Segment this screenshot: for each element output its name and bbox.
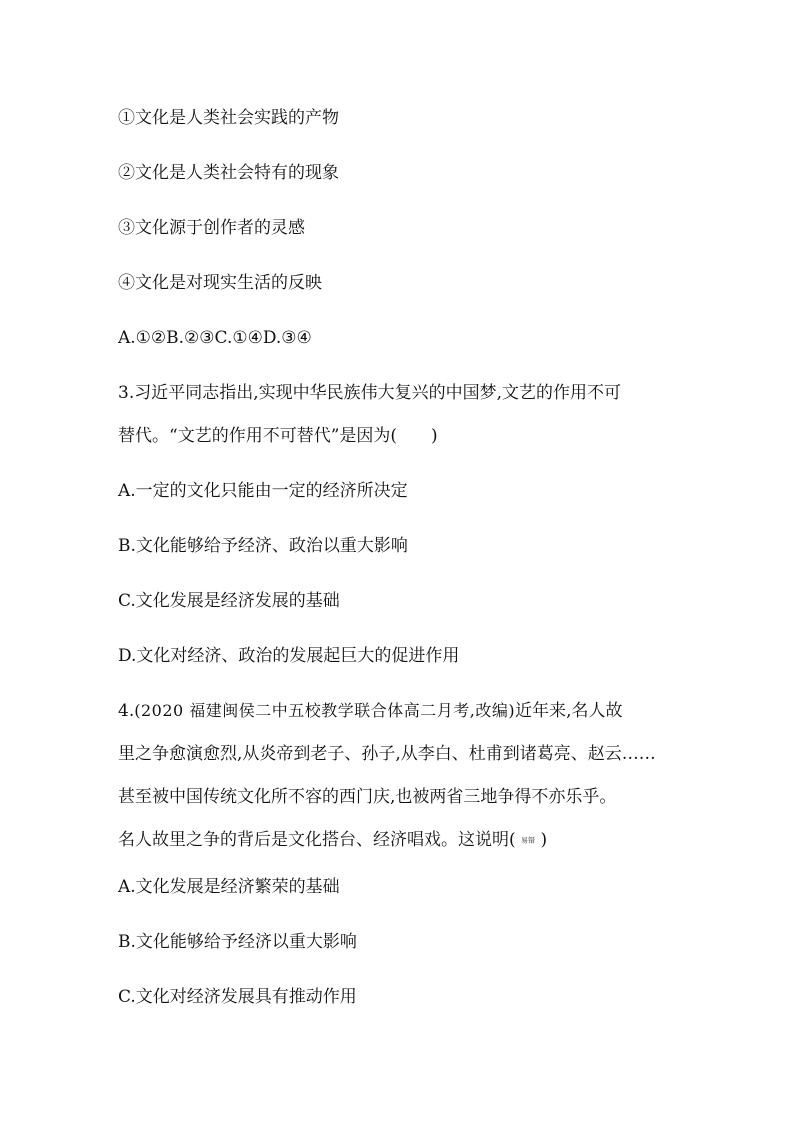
q4-stem-line-3: 甚至被中国传统文化所不容的西门庆,也被两省三地争得不亦乐乎。 [118, 787, 617, 807]
q4-stem-line-1 [118, 700, 623, 722]
q2-item-1: ①文化是人类社会实践的产物 [118, 108, 339, 128]
q4-stem-line-4-close: ) [540, 830, 548, 850]
q3-option-b: B.文化能够给予经济、政治以重大影响 [118, 536, 408, 556]
q4-option-b: B.文化能够给予经济以重大影响 [118, 932, 357, 952]
q4-stem-line-4 [118, 829, 547, 852]
q2-item-2: ②文化是人类社会特有的现象 [118, 163, 339, 183]
q3-option-c: C.文化发展是经济发展的基础 [118, 591, 340, 611]
q4-option-c: C.文化对经济发展具有推动作用 [118, 987, 357, 1007]
q3-stem-line-1: 3.习近平同志指出,实现中华民族伟大复兴的中国梦,文艺的作用不可 [118, 383, 622, 403]
q3-option-a: A.一定的文化只能由一定的经济所决定 [118, 481, 408, 501]
q4-option-a: A.文化发展是经济繁荣的基础 [118, 877, 340, 897]
q2-item-3: ③文化源于创作者的灵感 [118, 218, 305, 238]
q3-option-d: D.文化对经济、政治的发展起巨大的促进作用 [118, 646, 460, 666]
q4-stem-line-4-main: 名人故里之争的背后是文化搭台、经济唱戏。这说明( [118, 830, 516, 850]
q4-stem-line-2: 里之争愈演愈烈,从炎帝到老子、孙子,从李白、杜甫到诸葛亮、赵云…… [118, 744, 656, 764]
q3-stem-line-2: 替代。“文艺的作用不可替代”是因为( ) [118, 426, 438, 446]
difficulty-mark: 易错 [521, 836, 536, 845]
q4-number: 4. [118, 701, 135, 721]
q2-options: A.①②B.②③C.①④D.③④ [118, 328, 312, 348]
q4-source: (2020 福建闽侯二中五校教学联合体高二月考,改编) [134, 701, 516, 720]
q2-item-4: ④文化是对现实生活的反映 [118, 273, 322, 293]
q4-stem-line-1-rest: 近年来,名人故 [515, 701, 623, 721]
